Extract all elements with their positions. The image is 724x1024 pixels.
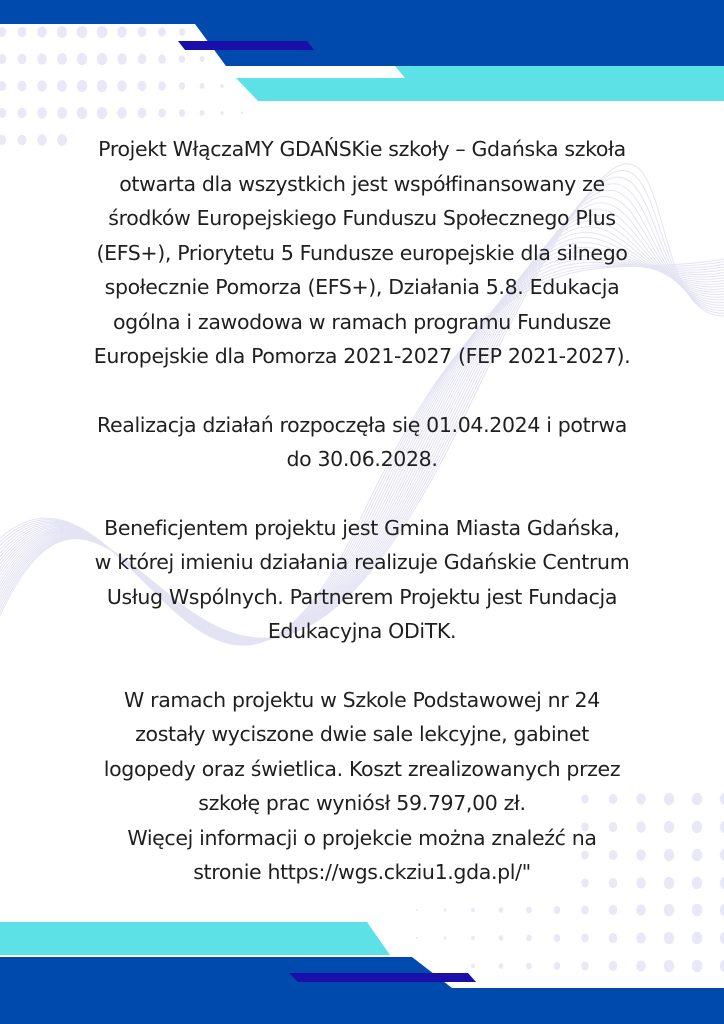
decor-dot bbox=[37, 26, 47, 37]
decor-dot bbox=[609, 905, 618, 915]
decor-dot bbox=[664, 932, 674, 944]
decor-dot bbox=[692, 904, 703, 916]
decor-dot bbox=[158, 54, 166, 63]
decor-dot bbox=[241, 85, 243, 87]
text-line: społecznie Pomorza (EFS+), Działania 5.8. Edukacja bbox=[104, 275, 620, 299]
decor-dot bbox=[97, 26, 107, 38]
decor-dot bbox=[554, 906, 561, 914]
decor-dot bbox=[0, 135, 6, 145]
text-line: ogólna i zawodowa w ramach programu Fundusze bbox=[112, 309, 612, 334]
decor-dot bbox=[57, 53, 67, 65]
decor-dot bbox=[138, 81, 147, 91]
decor-dot bbox=[117, 26, 127, 37]
decor-dot bbox=[692, 932, 703, 944]
decor-dot bbox=[720, 793, 724, 805]
text-line: Usług Wspólnych. Partnerem Projektu jest Fundacja bbox=[106, 584, 618, 609]
text-line: W ramach projektu w Szkole Podstawowej nr 24 bbox=[124, 687, 600, 712]
decor-dot bbox=[77, 80, 87, 92]
decor-dot bbox=[17, 108, 26, 119]
decor-dot bbox=[664, 904, 674, 916]
text-line: Więcej informacji o projekcie można znaleźć na bbox=[127, 825, 597, 850]
decor-dot bbox=[138, 54, 147, 64]
decor-dot bbox=[471, 908, 475, 913]
paragraph-project-funding bbox=[30, 132, 694, 374]
decor-dot bbox=[37, 107, 47, 118]
decor-dot bbox=[158, 108, 166, 117]
decor-dot bbox=[0, 54, 6, 64]
decor-dot bbox=[77, 107, 87, 119]
bottom-cyan-band bbox=[0, 922, 390, 955]
decor-dot bbox=[97, 80, 107, 92]
decor-dot bbox=[97, 107, 107, 119]
decor-dot bbox=[57, 26, 67, 38]
text-line: Europejskie dla Pomorza 2021-2027 (FEP 2021-2027). bbox=[93, 344, 631, 368]
decor-dot bbox=[37, 53, 47, 64]
text-line: w której imieniu działania realizuje Gdańskie Centrum bbox=[94, 550, 630, 574]
decor-dot bbox=[17, 135, 26, 146]
decor-dot bbox=[526, 935, 532, 942]
text-line: Projekt WłączaMY GDAŃSKie szkoły – Gdańska szkoła bbox=[98, 137, 626, 161]
text-line: szkołę prac wyniósł 59.797,00 zł. bbox=[198, 791, 526, 815]
decor-dot bbox=[179, 28, 185, 36]
decor-dot bbox=[471, 936, 475, 941]
text-line: (EFS+), Priorytetu 5 Fundusze europejskie dla silnego bbox=[96, 240, 628, 265]
decor-dot bbox=[720, 849, 724, 861]
text-line: środków Europejskiego Funduszu Społecznego Plus bbox=[108, 206, 616, 230]
decor-dot bbox=[158, 27, 166, 36]
decor-dot bbox=[220, 111, 223, 115]
decor-dot bbox=[609, 933, 618, 943]
decor-dot bbox=[179, 82, 185, 90]
info-text-block bbox=[30, 132, 694, 890]
text-line: Edukacyjna ODiTK. bbox=[267, 619, 457, 643]
decor-dot bbox=[17, 54, 26, 65]
decor-dot bbox=[17, 27, 26, 38]
decor-dot bbox=[720, 960, 724, 972]
text-line: do 30.06.2028. bbox=[286, 447, 438, 471]
decor-dot bbox=[77, 53, 87, 65]
decor-dot bbox=[499, 963, 504, 969]
decor-dot bbox=[720, 904, 724, 916]
decor-dot bbox=[199, 110, 204, 116]
paragraph-school-works bbox=[30, 683, 694, 890]
decor-dot bbox=[37, 80, 47, 91]
paragraph-beneficiary bbox=[30, 511, 694, 649]
bottom-navy-stripe bbox=[289, 973, 476, 982]
top-navy-stripe bbox=[178, 41, 314, 50]
decor-dot bbox=[0, 27, 6, 37]
decor-dot bbox=[199, 83, 204, 89]
decor-dot bbox=[692, 960, 703, 972]
decor-dot bbox=[117, 80, 127, 91]
paragraph-project-dates bbox=[30, 408, 694, 477]
decor-dot bbox=[57, 80, 67, 92]
decor-dot bbox=[416, 937, 418, 939]
decor-dot bbox=[581, 962, 589, 971]
decor-dot bbox=[199, 56, 204, 62]
decor-dot bbox=[526, 963, 532, 970]
decor-dot bbox=[138, 27, 147, 37]
decor-dot bbox=[117, 107, 127, 118]
decor-dot bbox=[471, 964, 475, 969]
top-cyan-band bbox=[236, 66, 724, 101]
decor-dot bbox=[416, 909, 418, 911]
decor-dot bbox=[636, 960, 646, 971]
decor-dot bbox=[444, 936, 447, 940]
decor-dot bbox=[444, 908, 447, 912]
decor-dot bbox=[220, 84, 223, 88]
top-blue-band bbox=[0, 0, 724, 66]
decor-dot bbox=[241, 112, 243, 114]
decor-dot bbox=[17, 81, 26, 92]
decor-dot bbox=[581, 934, 589, 943]
decor-dot bbox=[609, 961, 618, 971]
text-line: logopedy oraz świetlica. Koszt zrealizowanych przez bbox=[103, 756, 621, 781]
decor-dot bbox=[158, 81, 166, 90]
decor-dot bbox=[77, 26, 87, 38]
decor-dot bbox=[526, 907, 532, 914]
text-line: zostały wyciszone dwie sale lekcyjne, gabinet bbox=[135, 722, 589, 746]
decor-dot bbox=[581, 906, 589, 915]
decor-dot bbox=[117, 53, 127, 64]
decor-dot bbox=[636, 932, 646, 943]
decor-dot bbox=[0, 81, 6, 91]
decor-dot bbox=[720, 932, 724, 944]
decor-dot bbox=[499, 935, 504, 941]
top-banner-shapes bbox=[0, 0, 724, 101]
text-line: Beneficjentem projektu jest Gmina Miasta Gdańska, bbox=[104, 515, 620, 540]
decor-dot bbox=[179, 55, 185, 63]
decor-dot bbox=[499, 907, 504, 913]
decor-dot bbox=[636, 904, 646, 915]
decor-dot bbox=[720, 877, 724, 889]
text-line: Realizacja działań rozpoczęła się 01.04.2024 i potrwa bbox=[97, 412, 627, 437]
decor-dot bbox=[138, 108, 147, 118]
decor-dot bbox=[0, 108, 6, 118]
website-link-text[interactable]: stronie https://wgs.ckziu1.gda.pl/" bbox=[193, 860, 531, 884]
decor-dot bbox=[179, 109, 185, 117]
decor-dot bbox=[554, 962, 561, 970]
decor-dot bbox=[664, 960, 674, 972]
text-line: otwarta dla wszystkich jest współfinansowany ze bbox=[119, 171, 605, 196]
decor-dot bbox=[97, 53, 107, 65]
decor-dot bbox=[554, 934, 561, 942]
decor-dot bbox=[57, 107, 67, 119]
decor-dot bbox=[720, 821, 724, 833]
